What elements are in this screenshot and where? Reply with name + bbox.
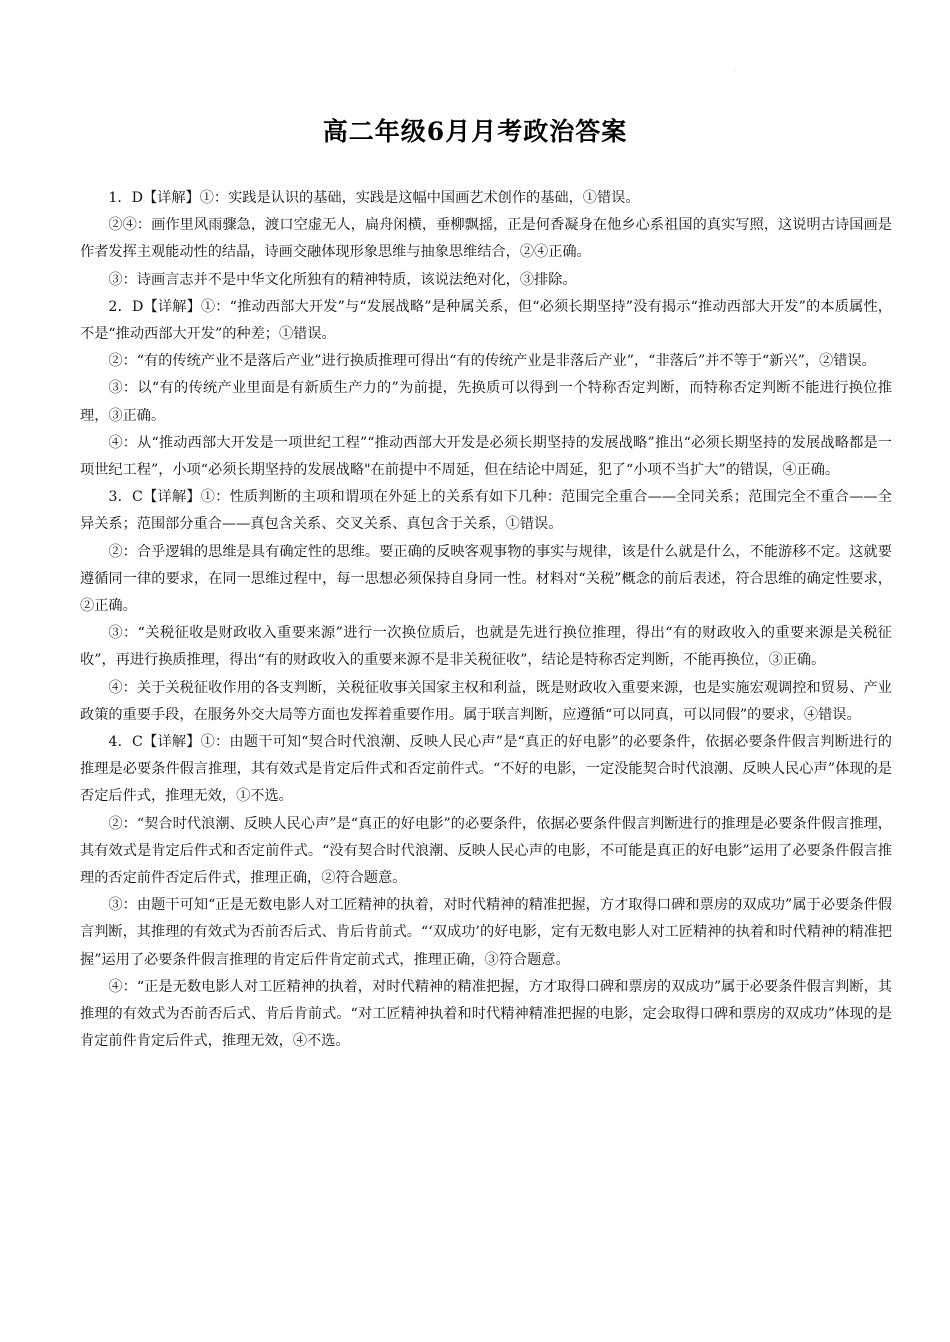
answer-paragraph: ②④：画作里风雨骤急，渡口空虚无人，扁舟闲横，垂柳飘摇，正是何香凝身在他乡心系祖国的真实写照，这说明古诗国画是作者发挥主观能动性的结晶，诗画交融体现形象思维与抽象思维结合，②④正确。 — [80, 217, 892, 261]
answer-paragraph: ②：“有的传统产业不是落后产业”进行换质推理可得出“有的传统产业是非落后产业”，“非落后”并不等于“新兴”，②错误。 — [108, 353, 876, 370]
answer-paragraph: ④：“正是无数电影人对工匠精神的执着，对时代精神的精准把握，方才取得口碑和票房的双成功”属于必要条件假言判断，其推理的有效式为否前否后式、肯后肯前式。“对工匠精神执着和时代精神精准把握的电影，定会取得口碑和票房的双成功”体现的是肯定前件肯定后件式，推理无效，④不选。 — [80, 978, 892, 1050]
answer-paragraph: ③：诗画言志并不是中华文化所独有的精神特质，该说法绝对化，③排除。 — [108, 271, 577, 288]
answer-paragraph: 2．D【详解】①：“推动西部大开发”与“发展战略”是种属关系，但“必须长期坚持”没有揭示“推动西部大开发”的本质属性，不是“推动西部大开发”的种差；①错误。 — [80, 298, 892, 343]
answer-paragraph: ③：由题干可知“正是无数电影人对工匠精神的执着，对时代精神的精准把握，方才取得口碑和票房的双成功”属于必要条件假言判断，其推理的有效式为否前否后式、肯后肯前式。“‘双成功’的好电影，定有无数电影人对工匠精神的执着和时代精神的精准把握”运用了必要条件假言推理的肯定后件肯定前式式，推理正确，③符合题意。 — [80, 897, 892, 968]
answer-paragraph: 4．C【详解】①：由题干可知“契合时代浪潮、反映人民心声”是“真正的好电影”的必要条件，依据必要条件假言判断进行的推理是必要条件假言推理，其有效式是肯定后件式和否定前件式。“不好的电影，一定没能契合时代浪潮、反映人民心声”体现的是否定后件式，推理无效，①不选。 — [80, 734, 892, 805]
page-mark: · — [735, 68, 737, 75]
answer-paragraph: 1．D【详解】①：实践是认识的基础，实践是这幅中国画艺术创作的基础，①错误。 — [108, 190, 640, 206]
answer-paragraph: ④：关于关税征收作用的各支判断，关税征收事关国家主权和利益，既是财政收入重要来源，也是实施宏观调控和贸易、产业政策的重要手段，在服务外交大局等方面也发挥着重要作用。属于联言判断，应遵循“可以同真，可以同假”的要求，④错误。 — [80, 679, 892, 723]
answer-paragraph: ③：以“有的传统产业里面是有新质生产力的”为前提，先换质可以得到一个特称否定判断，而特称否定判断不能进行换位推理，③正确。 — [80, 380, 892, 424]
page-title: 高二年级6月月考政治答案 — [322, 117, 628, 146]
answer-content — [80, 185, 892, 1056]
answer-paragraph: ②：“契合时代浪潮、反映人民心声”是“真正的好电影”的必要条件，依据必要条件假言判断进行的推理是必要条件假言推理，其有效式是肯定后件式和否定前件式。“没有契合时代浪潮、反映人民心声的电影，不可能是真正的好电影”运用了必要条件假言推理的否定前件否定后件式，推理正确，②符合题意。 — [80, 815, 892, 887]
answer-paragraph: ④：从“推动西部大开发是一项世纪工程”“推动西部大开发是必须长期坚持的发展战略”推出“必须长期坚持的发展战略都是一项世纪工程”，小项“必须长期坚持的发展战略"在前提中不周延，但在结论中周延，犯了“小项不当扩大”的错误，④正确。 — [80, 434, 892, 479]
answer-paragraph: ②：合乎逻辑的思维是具有确定性的思维。要正确的反映客观事物的事实与规律，该是什么就是什么，不能游移不定。这就要遵循同一律的要求，在同一思维过程中，每一思想必须保持自身同一性。材料对“关税”概念的前后表述，符合思维的确定性要求，②正确。 — [80, 543, 892, 615]
answer-paragraph: ③：“关税征收是财政收入重要来源”进行一次换位质后，也就是先进行换位推理，得出“有的财政收入的重要来源是关税征收”，再进行换质推理，得出“有的财政收入的重要来源不是非关税征收”，结论是特称否定判断，不能再换位，③正确。 — [80, 625, 892, 669]
answer-paragraph: 3．C【详解】①：性质判断的主项和谓项在外延上的关系有如下几种：范围完全重合——全同关系；范围完全不重合——全异关系；范围部分重合——真包含关系、交叉关系、真包含于关系，①错误。 — [80, 489, 892, 533]
